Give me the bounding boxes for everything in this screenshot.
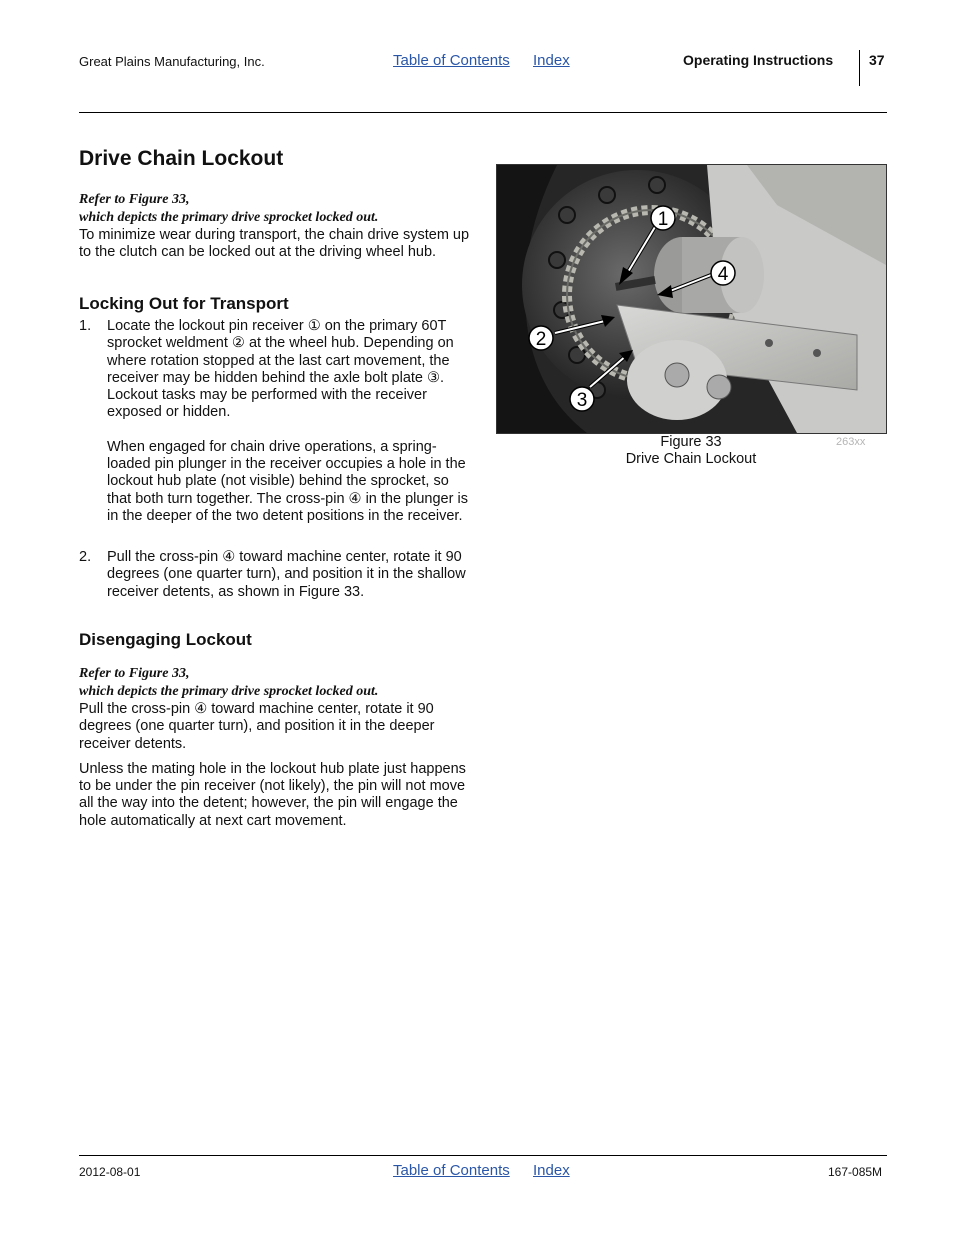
page-title: Drive Chain Lockout (79, 147, 284, 170)
step-1 (79, 318, 471, 525)
section-title: Operating Instructions (683, 52, 834, 68)
intro-block (79, 191, 471, 262)
footer-rule (79, 1155, 887, 1156)
figure-caption (496, 434, 886, 469)
header-divider (859, 50, 860, 86)
footer-toc-link[interactable]: Table of Contents (393, 1162, 510, 1179)
disengage-block (79, 665, 471, 830)
header-toc-link[interactable]: Table of Contents (393, 52, 510, 69)
callout-1 (651, 206, 675, 230)
callout-3 (570, 387, 594, 411)
footer-index-link[interactable]: Index (533, 1162, 570, 1179)
callout-1-label: 1 (657, 209, 669, 230)
callout-2-label: 2 (535, 329, 547, 350)
step-note: When engaged for chain drive operations, a spring-loaded pin plunger in the receiver occupies a hole in the lockout hub plate (not visible) behind the sprocket, so that both turn together. The cross-pin ④ in the plunger is in the deeper of the two detent positions in the receiver. (107, 438, 468, 524)
figure-title: Drive Chain Lockout (625, 451, 757, 468)
step-number: 1. (79, 318, 92, 334)
footer-doc-number: 167-085M (828, 1165, 883, 1179)
figure-code: 263xx (836, 436, 866, 448)
drive-chain-photo (497, 165, 886, 433)
figure-number: Figure 33 (660, 434, 722, 450)
company-name: Great Plains Manufacturing, Inc. (79, 54, 265, 69)
dis-ref-line1: Refer to Figure 33, (79, 666, 190, 681)
dis-ref-line2: which depicts the primary drive sprocket locked out. (79, 684, 379, 699)
figure-photo (496, 164, 887, 434)
callout-2 (529, 326, 553, 350)
header-rule (79, 112, 887, 113)
disengaging-heading: Disengaging Lockout (79, 630, 252, 649)
footer-date: 2012-08-01 (79, 1165, 141, 1179)
intro-ref-line2: which depicts the primary drive sprocket locked out. (79, 210, 379, 225)
intro-ref-line1: Refer to Figure 33, (79, 192, 190, 207)
step-2 (79, 549, 471, 601)
disengage-note: Unless the mating hole in the lockout hub plate just happens to be under the pin receiver (not likely), the pin will not move all the way into the detent; however, the pin will engage the hole automatically at next cart movement. (79, 760, 466, 829)
step-text: Locate the lockout pin receiver ① on the primary 60T sprocket weldment ② at the wheel hub. Depending on where rotation stopped at the last cart movement, the receiver may be hidden behind the axle bolt plate ③. Lockout tasks may be performed with the receiver exposed or hidden. (107, 318, 454, 421)
callout-4-label: 4 (717, 264, 729, 285)
step-text: Pull the cross-pin ④ toward machine center, rotate it 90 degrees (one quarter turn), and position it in the shallow receiver detents, as shown in Figure 33. (107, 549, 466, 600)
header-index-link[interactable]: Index (533, 52, 570, 69)
locking-heading: Locking Out for Transport (79, 294, 289, 313)
intro-text: To minimize wear during transport, the chain drive system up to the clutch can be locked out at the driving wheel hub. (79, 227, 470, 261)
page-number: 37 (869, 52, 885, 68)
callout-4 (711, 261, 735, 285)
callout-3-label: 3 (576, 390, 588, 411)
step-number: 2. (79, 549, 92, 565)
disengage-text: Pull the cross-pin ④ toward machine center, rotate it 90 degrees (one quarter turn), and position it in the deeper receiver detents. (79, 701, 435, 752)
